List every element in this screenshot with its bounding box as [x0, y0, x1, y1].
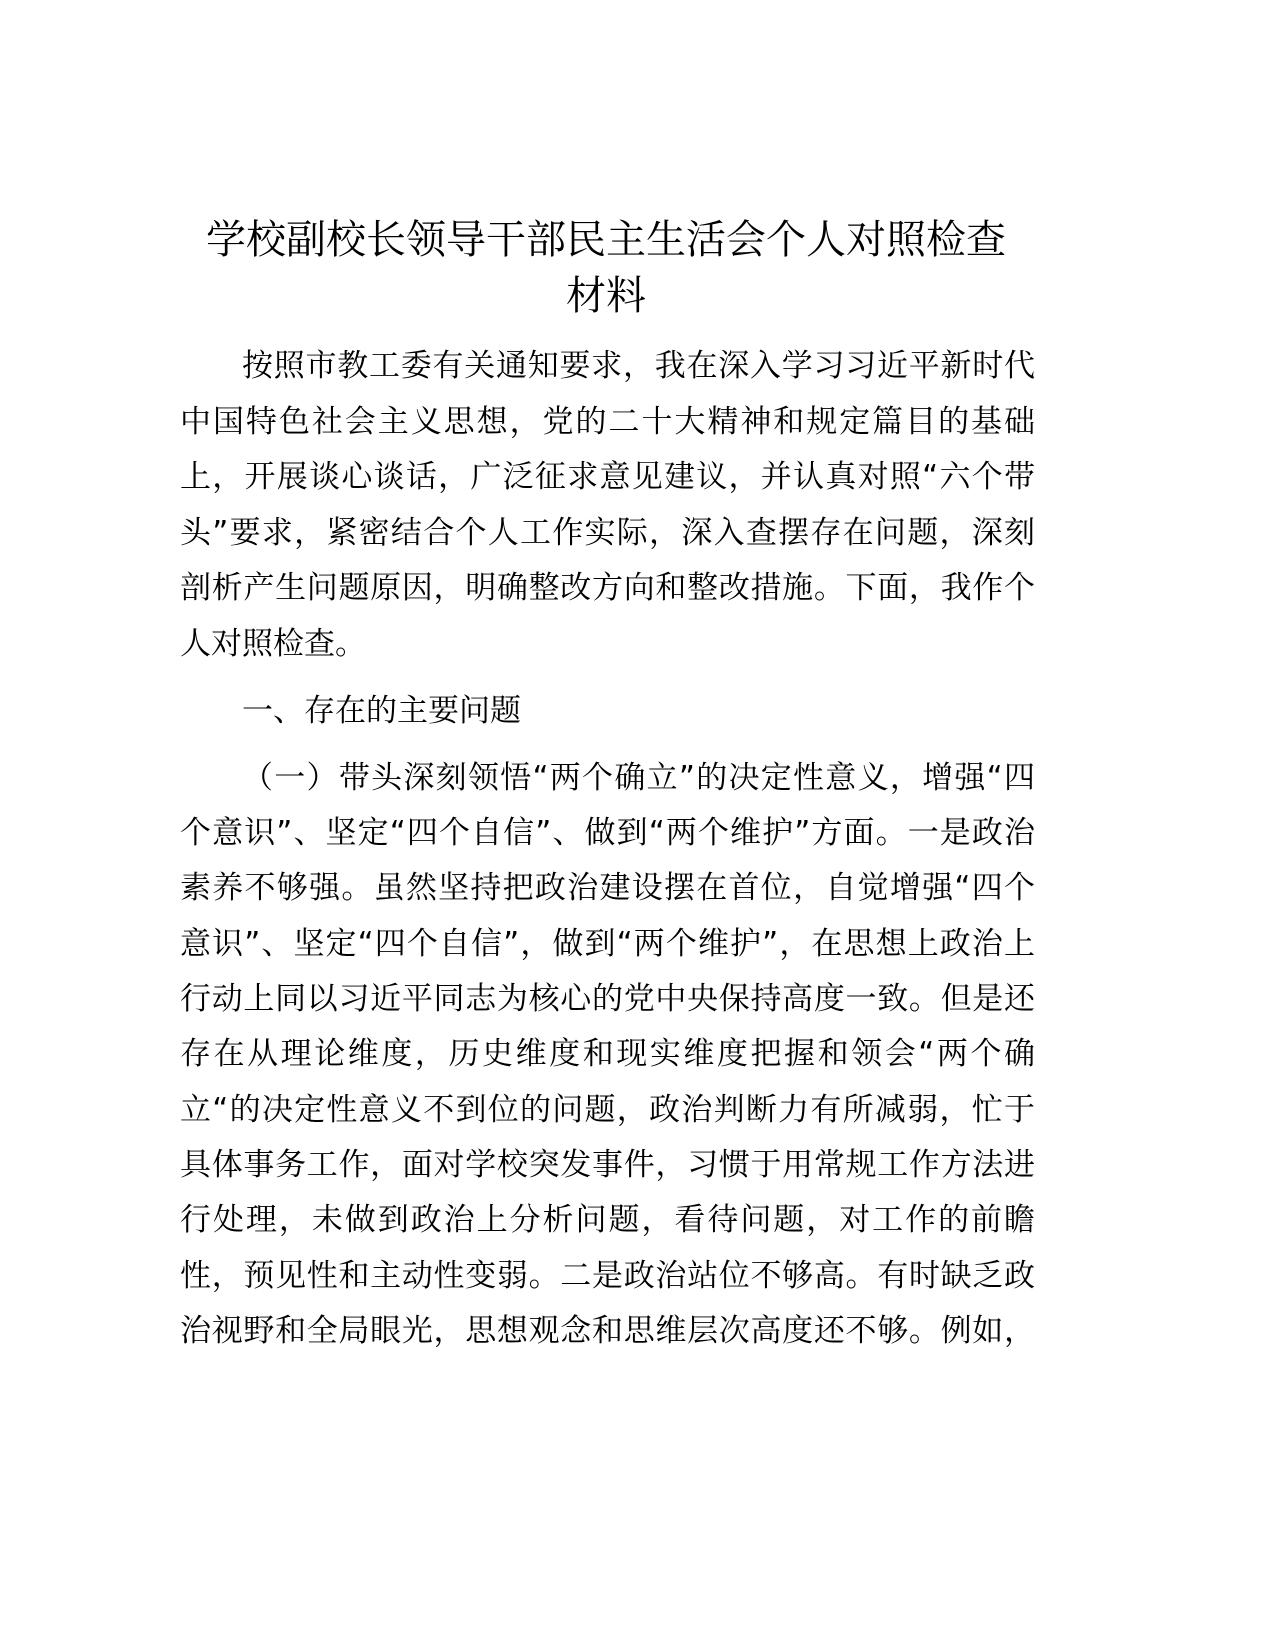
paragraph-line: 立“的决定性意义不到位的问题，政治判断力有所减弱，忙于 — [180, 1092, 1035, 1128]
paragraph-line: 按照市教工委有关通知要求，我在深入学习习近平新时代 — [242, 348, 1035, 384]
paragraph-line: 性，预见性和主动性变弱。二是政治站位不够高。有时缺乏政 — [180, 1258, 1035, 1294]
paragraph-line: 存在从理论维度，历史维度和现实维度把握和领会“两个确 — [180, 1036, 1035, 1072]
section-heading: 一、存在的主要问题 — [242, 693, 521, 729]
paragraph-line: 行处理，未做到政治上分析问题，看待问题，对工作的前瞻 — [180, 1202, 1035, 1238]
paragraph-line: 剖析产生问题原因，明确整改方向和整改措施。下面，我作个 — [180, 570, 1035, 606]
paragraph-line: 行动上同以习近平同志为核心的党中央保持高度一致。但是还 — [180, 981, 1035, 1017]
paragraph-line: 治视野和全局眼光，思想观念和思维层次高度还不够。例如， — [180, 1313, 1035, 1349]
document-title-line-1: 学校副校长领导干部民主生活会个人对照检查 — [206, 217, 1006, 263]
paragraph-line: 意识”、坚定“四个自信”，做到“两个维护”，在思想上政治上 — [180, 926, 1035, 962]
document-title-line-2: 材料 — [566, 273, 646, 319]
paragraph-line: 个意识”、坚定“四个自信”、做到“两个维护”方面。一是政治 — [180, 815, 1035, 851]
paragraph-line: （一）带头深刻领悟“两个确立”的决定性意义，增强“四 — [242, 760, 1035, 796]
paragraph-line: 素养不够强。虽然坚持把政治建设摆在首位，自觉增强“四个 — [180, 870, 1035, 906]
paragraph-line: 上，开展谈心谈话，广泛征求意见建议，并认真对照“六个带 — [180, 459, 1035, 495]
paragraph-line: 人对照检查。 — [180, 626, 366, 662]
paragraph-line: 中国特色社会主义思想，党的二十大精神和规定篇目的基础 — [180, 404, 1035, 440]
paragraph-line: 头”要求，紧密结合个人工作实际，深入查摆存在问题，深刻 — [180, 515, 1035, 551]
paragraph-line: 具体事务工作，面对学校突发事件，习惯于用常规工作方法进 — [180, 1147, 1035, 1183]
